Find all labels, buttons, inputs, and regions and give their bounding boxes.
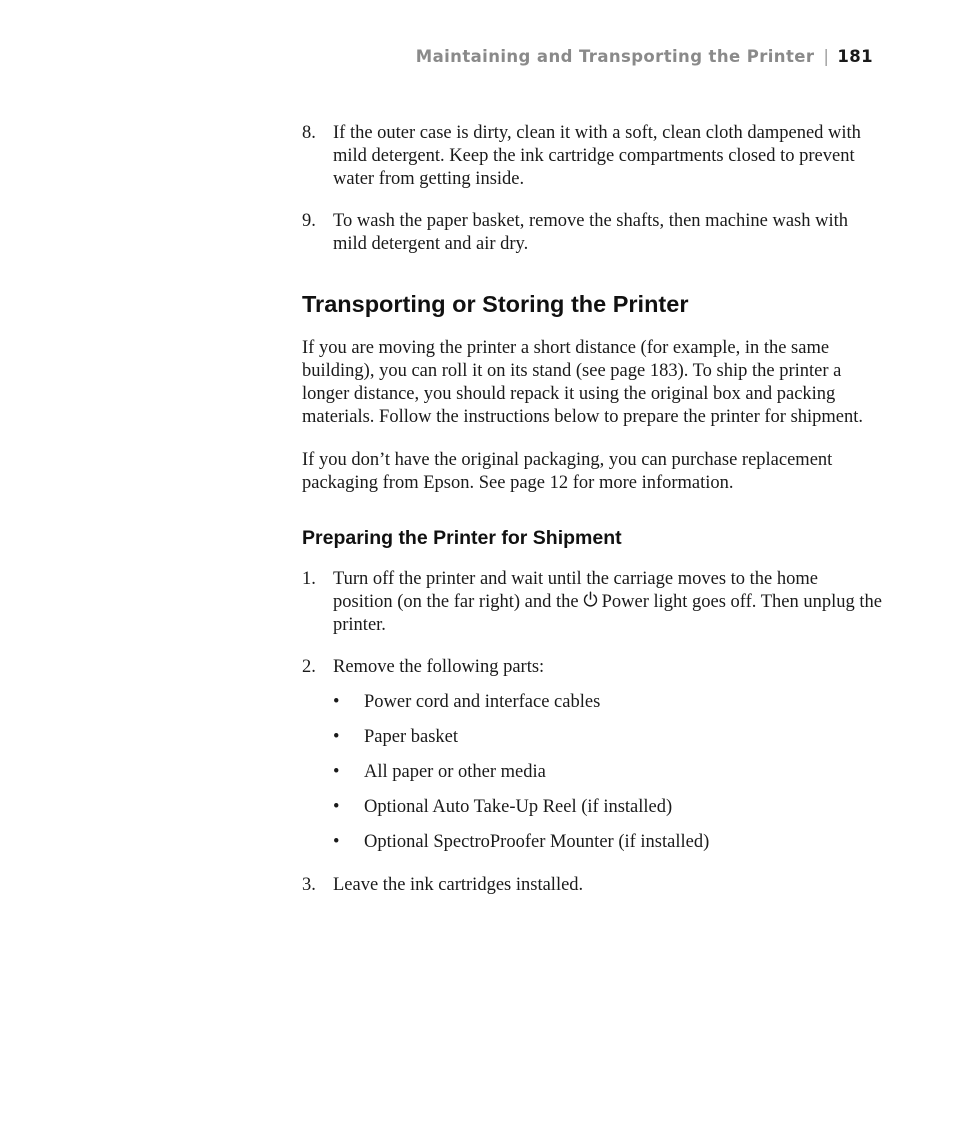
bullet: • (333, 797, 340, 817)
step-1 (302, 568, 882, 637)
step-text: Remove the following parts: (333, 657, 545, 677)
step-3 (302, 874, 882, 897)
step-2 (302, 656, 882, 679)
list-item (302, 761, 882, 784)
step-number: 1. (302, 569, 316, 589)
list-item-text: Optional SpectroProofer Mounter (if installed) (364, 832, 710, 852)
list-item (302, 691, 882, 714)
step-text (333, 568, 882, 637)
list-item-text: Power cord and interface cables (364, 692, 601, 712)
bullet: • (333, 727, 340, 747)
page-number: 181 (837, 47, 873, 66)
header-title: Maintaining and Transporting the Printer (415, 47, 815, 66)
step-text-after-icon: Power light goes off. Then unplug the printer. (333, 592, 882, 635)
header-separator: | (823, 47, 830, 66)
step-number: 3. (302, 875, 316, 895)
list-item (302, 831, 882, 854)
step-number: 9. (302, 211, 316, 231)
step-number: 8. (302, 123, 316, 143)
running-header (416, 47, 873, 66)
bullet: • (333, 692, 340, 712)
section-paragraph-1: If you are moving the printer a short distance (for example, in the same building), you can roll it on its stand (see page 183). To ship the printer a longer distance, you should repack it using the original box and packing materials. Follow the instructions below to prepare the printer for shipment. (302, 338, 864, 427)
step-text-before-icon: Turn off the printer and wait until the carriage moves to the home position (on the far right) and the (333, 569, 818, 612)
step-text: To wash the paper basket, remove the shafts, then machine wash with mild detergent and air dry. (333, 211, 849, 254)
power-icon (582, 591, 599, 608)
step-text: If the outer case is dirty, clean it with a soft, clean cloth dampened with mild detergent. Keep the ink cartridge compartments closed to prevent water from getting inside. (333, 123, 861, 189)
parts-list (302, 691, 882, 854)
bullet: • (333, 832, 340, 852)
list-item (302, 726, 882, 749)
step-9 (302, 210, 882, 256)
step-text: Leave the ink cartridges installed. (333, 875, 584, 895)
list-item-text: Optional Auto Take-Up Reel (if installed) (364, 797, 673, 817)
step-number: 2. (302, 657, 316, 677)
step-8 (302, 122, 882, 191)
list-item (302, 796, 882, 819)
section-heading: Transporting or Storing the Printer (302, 291, 689, 317)
section-paragraph-2: If you don’t have the original packaging, you can purchase replacement packaging from Epson. See page 12 for more information. (302, 450, 833, 493)
subsection-heading: Preparing the Printer for Shipment (302, 527, 622, 549)
bullet: • (333, 762, 340, 782)
list-item-text: All paper or other media (364, 762, 546, 782)
page-content (302, 122, 882, 897)
list-item-text: Paper basket (364, 727, 459, 747)
